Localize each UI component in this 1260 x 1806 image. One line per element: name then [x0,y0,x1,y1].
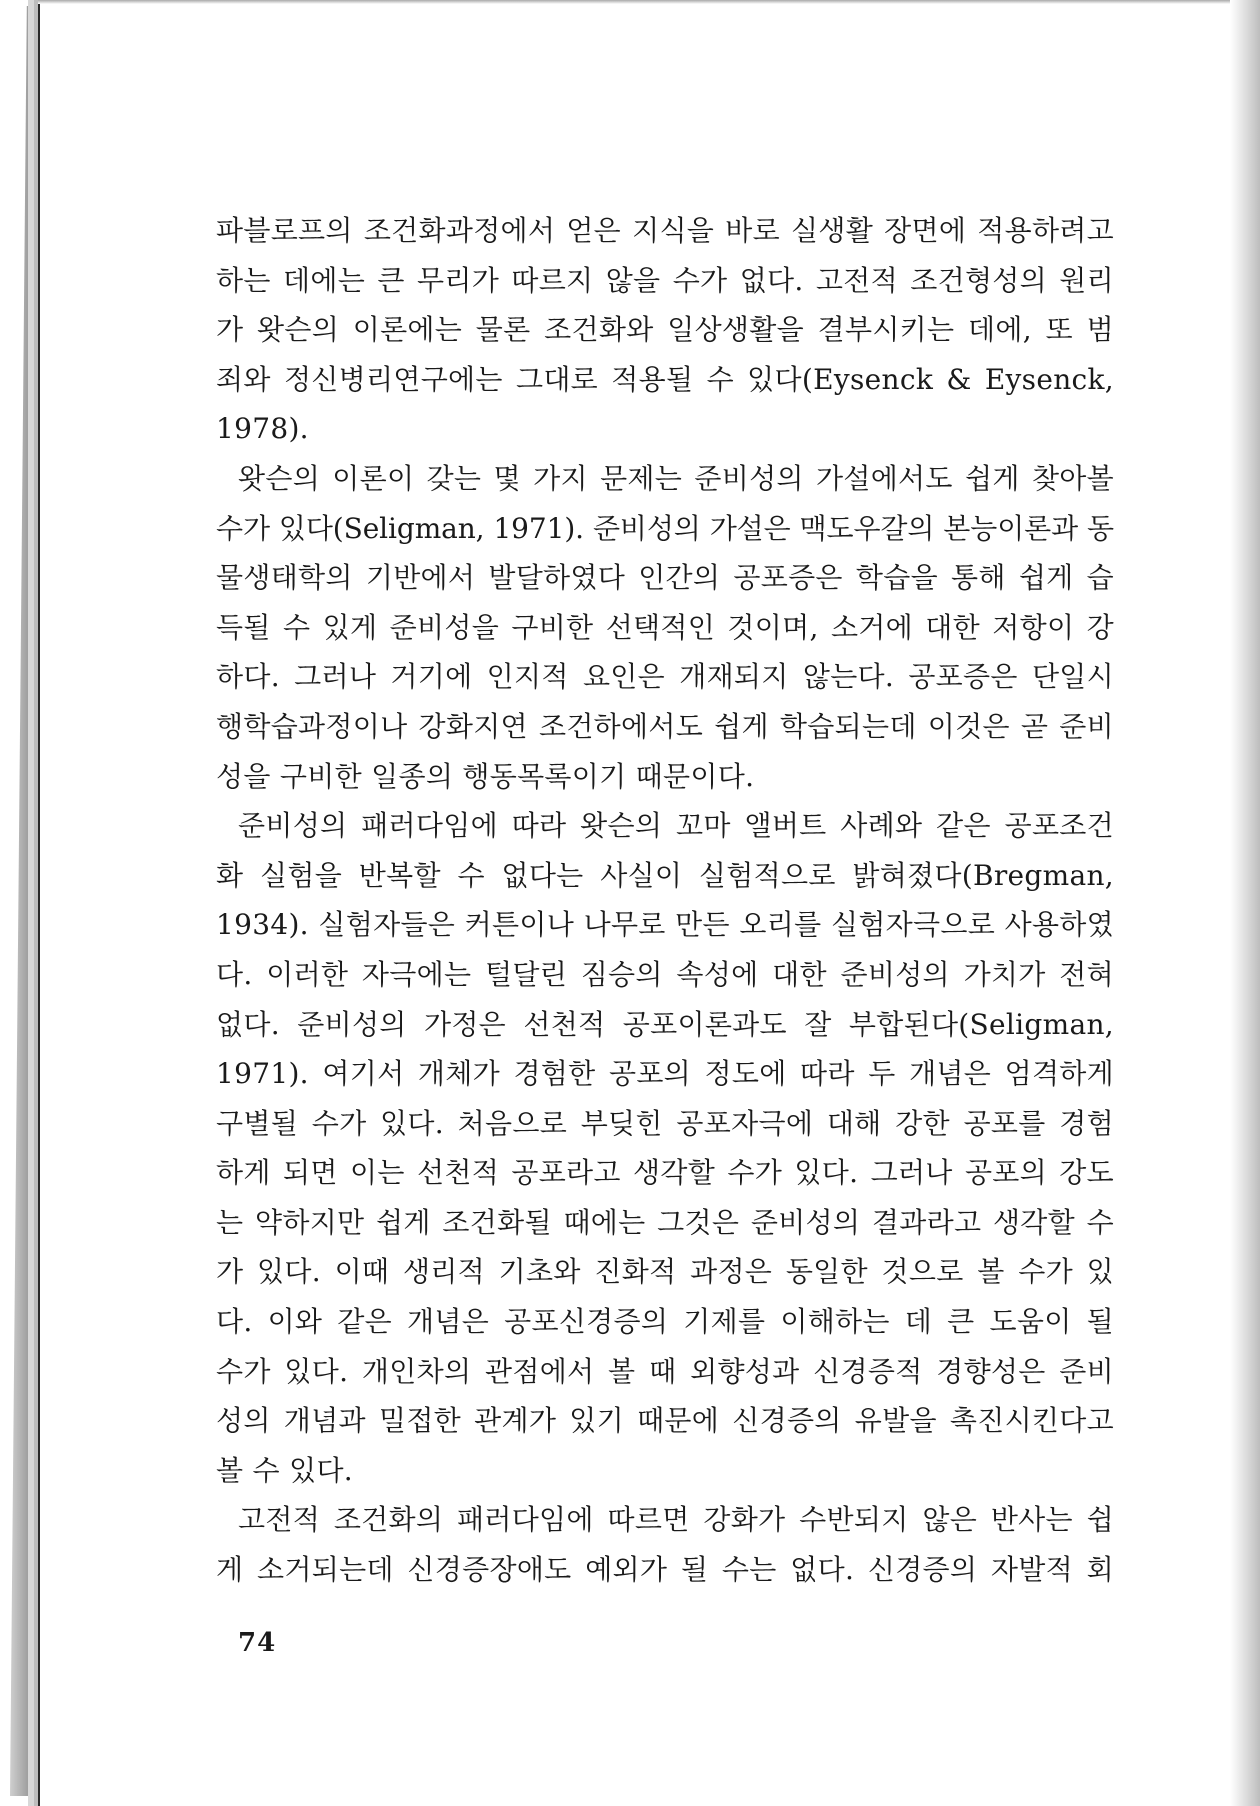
text-line: 준비성의 패러다임에 따라 왓슨의 꼬마 앨버트 사례와 같은 공포조건 [238,809,1114,843]
text-line: 파블로프의 조건화과정에서 얻은 지식을 바로 실생활 장면에 적용하려고 [216,214,1114,247]
text-line: 다. 이러한 자극에는 털달린 짐승의 속성에 대한 준비성의 가치가 전혀 [216,957,1114,991]
page-spine-shadow [10,6,38,1796]
text-line: 가 왓슨의 이론에는 물론 조건화와 일상생활을 결부시키는 데에, 또 범 [216,313,1114,347]
text-line: 없다. 준비성의 가정은 선천적 공포이론과도 잘 부합된다(Seligman, [216,1007,1114,1041]
text-line: 볼 수 있다. [216,1453,353,1487]
text-line: 행학습과정이나 강화지연 조건하에서도 쉽게 학습되는데 이것은 곧 준비 [216,709,1114,743]
text-line: 1978). [216,412,309,446]
text-line: 왓슨의 이론이 갖는 몇 가지 문제는 준비성의 가설에서도 쉽게 찾아볼 [238,461,1114,495]
text-line: 수가 있다(Seligman, 1971). 준비성의 가설은 맥도우갈의 본능이론과 동 [216,511,1114,545]
body-text [216,206,1114,1595]
text-line: 다. 이와 같은 개념은 공포신경증의 기제를 이해하는 데 큰 도움이 될 [216,1305,1114,1339]
text-line: 고전적 조건화의 패러다임에 따르면 강화가 수반되지 않은 반사는 쉽 [238,1503,1114,1537]
text-line: 화 실험을 반복할 수 없다는 사실이 실험적으로 밝혀졌다(Bregman, [216,858,1114,892]
text-line: 득될 수 있게 준비성을 구비한 선택적인 것이며, 소거에 대한 저항이 강 [216,610,1114,644]
paragraph-1 [216,206,1114,454]
text-line: 하는 데에는 큰 무리가 따르지 않을 수가 없다. 고전적 조건형성의 원리 [216,263,1114,297]
text-line: 1971). 여기서 개체가 경험한 공포의 정도에 따라 두 개념은 엄격하게 [216,1057,1114,1091]
text-line: 물생태학의 기반에서 발달하였다 인간의 공포증은 학습을 통해 쉽게 습 [216,561,1114,595]
text-line: 수가 있다. 개인차의 관점에서 볼 때 외향성과 신경증적 경향성은 준비 [216,1354,1114,1388]
paragraph-3 [216,801,1114,1495]
text-line: 죄와 정신병리연구에는 그대로 적용될 수 있다(Eysenck & Eysenck, [216,362,1114,396]
text-line: 하게 되면 이는 선천적 공포라고 생각할 수가 있다. 그러나 공포의 강도 [216,1156,1114,1190]
text-line: 하다. 그러나 거기에 인지적 요인은 개재되지 않는다. 공포증은 단일시 [216,660,1114,694]
text-line: 게 소거되는데 신경증장애도 예외가 될 수는 없다. 신경증의 자발적 회 [216,1553,1114,1587]
text-line: 성의 개념과 밀접한 관계가 있기 때문에 신경증의 유발을 촉진시킨다고 [216,1404,1114,1438]
page-top-edge [38,0,1260,4]
text-line: 성을 구비한 일종의 행동목록이기 때문이다. [216,759,755,793]
text-line: 1934). 실험자들은 커튼이나 나무로 만든 오리를 실험자극으로 사용하였 [216,908,1114,942]
paragraph-2 [216,454,1114,801]
text-line: 는 약하지만 쉽게 조건화될 때에는 그것은 준비성의 결과라고 생각할 수 [216,1205,1114,1239]
page-right-edge [1230,0,1260,1806]
page-number: 74 [238,1628,277,1658]
text-line: 가 있다. 이때 생리적 기초와 진화적 과정은 동일한 것으로 볼 수가 있 [216,1255,1114,1289]
paragraph-4 [216,1495,1114,1594]
text-line: 구별될 수가 있다. 처음으로 부딪힌 공포자극에 대해 강한 공포를 경험 [216,1106,1114,1140]
